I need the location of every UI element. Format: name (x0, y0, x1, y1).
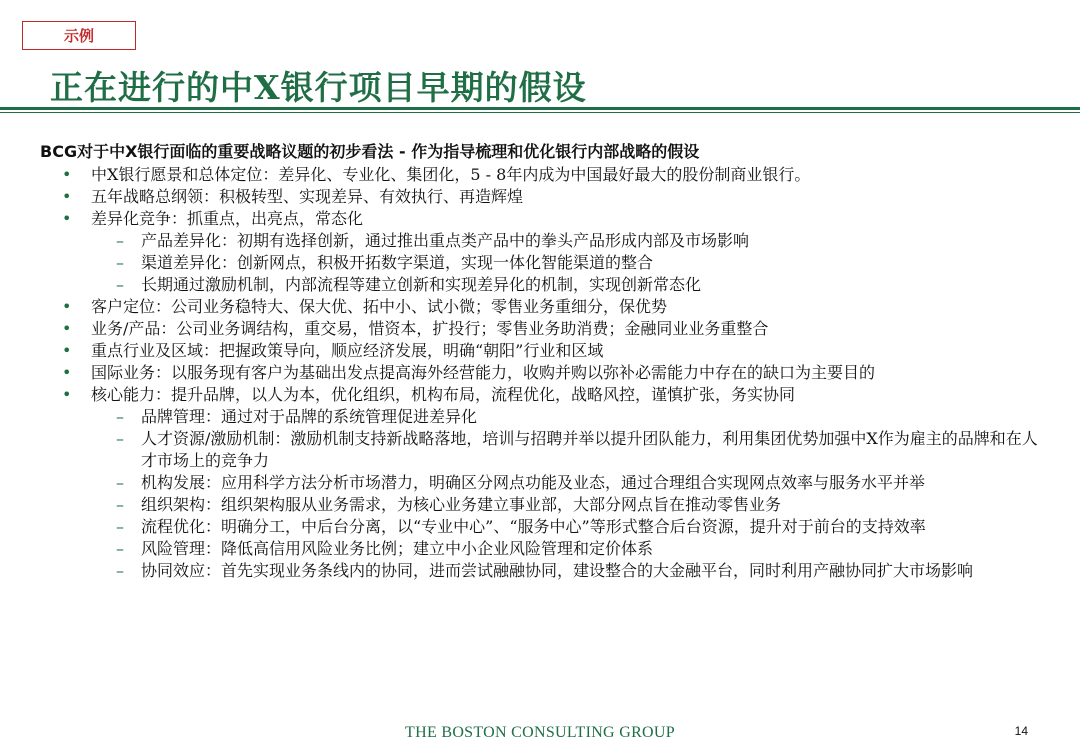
dash-icon: – (116, 517, 124, 536)
bullet-dot-icon: • (62, 165, 72, 184)
sub-bullet-text: 风险管理：降低高信用风险业务比例；建立中小企业风险管理和定价体系 (141, 539, 654, 558)
title-rule (0, 107, 1080, 110)
bullet-text: 国际业务：以服务现有客户为基础出发点提高海外经营能力，收购并购以弥补必需能力中存在的缺口为主要目的 (91, 363, 876, 382)
bullet-item (40, 340, 1050, 362)
bullet-dot-icon: • (62, 297, 72, 316)
bullet-dot-icon: • (62, 363, 72, 382)
sub-bullet-text: 人才资源/激励机制：激励机制支持新战略落地，培训与招聘并举以提升团队能力，利用集团优势加强中X作为雇主的品牌和在人才市场上的竞争力 (141, 429, 1038, 470)
sub-bullet-item (40, 494, 1050, 516)
sub-bullet-text: 组织架构：组织架构服从业务需求，为核心业务建立事业部，大部分网点旨在推动零售业务 (141, 495, 782, 514)
bullet-text: 客户定位：公司业务稳特大、保大优、拓中小、试小微；零售业务重细分，保优势 (91, 297, 668, 316)
dash-icon: – (116, 253, 124, 272)
bullet-text: 核心能力：提升品牌，以人为本，优化组织，机构布局，流程优化，战略风控，谨慎扩张，务实协同 (91, 385, 796, 404)
sub-bullet-item (40, 516, 1050, 538)
bullet-item (40, 296, 1050, 318)
bullet-text: 五年战略总纲领：积极转型、实现差异、有效执行、再造辉煌 (91, 187, 524, 206)
intro-heading: BCG对于中X银行面临的重要战略议题的初步看法 - 作为指导梳理和优化银行内部战略的假设 (40, 142, 700, 161)
bullet-text: 重点行业及区域：把握政策导向，顺应经济发展，明确“朝阳”行业和区域 (91, 341, 604, 360)
sub-bullet-item (40, 428, 1050, 472)
dash-icon: – (116, 429, 124, 448)
dash-icon: – (116, 561, 124, 580)
bullet-text: 业务/产品：公司业务调结构，重交易，惜资本，扩投行；零售业务助消费；金融同业业务重整合 (91, 319, 769, 338)
bullet-dot-icon: • (62, 319, 72, 338)
bullet-item (40, 384, 1050, 406)
sub-bullet-item (40, 406, 1050, 428)
title-rule-thin (0, 112, 1080, 113)
sub-bullet-text: 产品差异化：初期有选择创新，通过推出重点类产品中的拳头产品形成内部及市场影响 (141, 231, 750, 250)
bullet-dot-icon: • (62, 341, 72, 360)
sub-bullet-text: 流程优化：明确分工，中后台分离，以“专业中心”、“服务中心”等形式整合后台资源，提升对于前台的支持效率 (141, 517, 926, 536)
sub-bullet-text: 品牌管理：通过对于品牌的系统管理促进差异化 (141, 407, 478, 426)
dash-icon: – (116, 539, 124, 558)
dash-icon: – (116, 495, 124, 514)
footer-brand: THE BOSTON CONSULTING GROUP (405, 724, 675, 741)
bullet-list (40, 164, 1050, 582)
sub-bullet-text: 协同效应：首先实现业务条线内的协同，进而尝试融融协同，建设整合的大金融平台，同时利用产融协同扩大市场影响 (141, 561, 974, 580)
page-title: 正在进行的中X银行项目早期的假设 (50, 68, 587, 107)
page-number: 14 (1014, 724, 1028, 738)
sub-bullet-text: 渠道差异化：创新网点，积极开拓数字渠道，实现一体化智能渠道的整合 (141, 253, 654, 272)
bullet-dot-icon: • (62, 385, 72, 404)
content-body (40, 141, 1050, 582)
sub-bullet-item (40, 274, 1050, 296)
sub-bullet-item (40, 538, 1050, 560)
bullet-item (40, 318, 1050, 340)
sub-bullet-text: 机构发展：应用科学方法分析市场潜力，明确区分网点功能及业态，通过合理组合实现网点效率与服务水平并举 (141, 473, 926, 492)
dash-icon: – (116, 275, 124, 294)
sub-bullet-item (40, 472, 1050, 494)
bullet-item (40, 208, 1050, 230)
example-badge: 示例 (22, 21, 136, 50)
sub-bullet-text: 长期通过激励机制，内部流程等建立创新和实现差异化的机制，实现创新常态化 (141, 275, 702, 294)
bullet-dot-icon: • (62, 209, 72, 228)
bullet-item (40, 164, 1050, 186)
bullet-text: 差异化竞争：抓重点，出亮点，常态化 (91, 209, 364, 228)
bullet-dot-icon: • (62, 187, 72, 206)
sub-bullet-item (40, 230, 1050, 252)
bullet-text: 中X银行愿景和总体定位：差异化、专业化、集团化，5 - 8年内成为中国最好最大的股份制商业银行。 (91, 165, 811, 184)
bullet-item (40, 186, 1050, 208)
dash-icon: – (116, 407, 124, 426)
sub-bullet-item (40, 560, 1050, 582)
dash-icon: – (116, 231, 124, 250)
sub-bullet-item (40, 252, 1050, 274)
bullet-item (40, 362, 1050, 384)
dash-icon: – (116, 473, 124, 492)
